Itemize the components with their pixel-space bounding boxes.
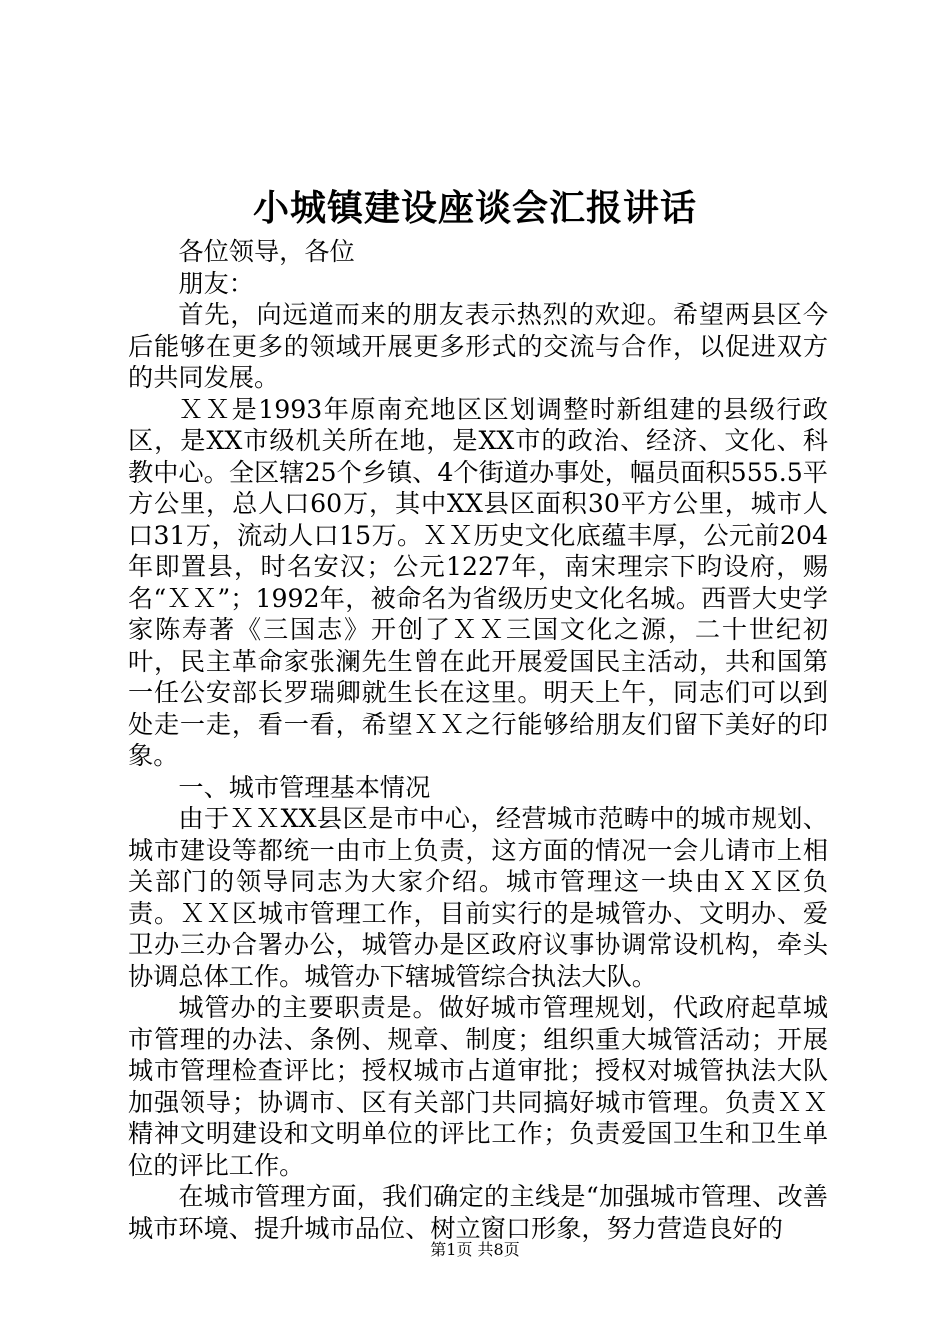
page-footer: 第1页 共8页 bbox=[430, 1240, 520, 1259]
salutation-line-1: 各位领导，各位 bbox=[178, 237, 355, 266]
paragraph-district-overview: ＸＸ是1993年原南充地区区划调整时新组建的县级行政区，是XX市级机关所在地，是XX市的政治、经济、文化、科教中心。全区辖25个乡镇、4个街道办事处，幅员面积555.5平方公里，总人口60万，其中XX县区面积30平方公里，城市人口31万，流动人口15万。ＸＸ历史文化底蕴丰厚，公元前204年即置县，时名安汉；公元1227年，南宋理宗下昀设府，赐名“ＸＸ”；1992年，被命名为省级历史文化名城。西晋大史学家陈寿著《三国志》开创了ＸＸ三国文化之源，二十世纪初叶，民主革命家张澜先生曾在此开展爱国民主活动，共和国第一任公安部长罗瑞卿就生长在这里。明天上午，同志们可以到处走一走，看一看，希望ＸＸ之行能够给朋友们留下美好的印象。 bbox=[128, 394, 828, 770]
document-title: 小城镇建设座谈会汇报讲话 bbox=[252, 187, 697, 229]
paragraph-main-line: 在城市管理方面，我们确定的主线是“加强城市管理、改善城市环境、提升城市品位、树立窗口形象，努力营造良好的 bbox=[128, 1182, 828, 1243]
paragraph-city-management: 由于ＸＸXX县区是市中心，经营城市范畴中的城市规划、城市建设等都统一由市上负责，这方面的情况一会儿请市上相关部门的领导同志为大家介绍。城市管理这一块由ＸＸ区负责。ＸＸ区城市管理工作，目前实行的是城管办、文明办、爱卫办三办合署办公，城管办是区政府议事协调常设机构，牵头协调总体工作。城管办下辖城管综合执法大队。 bbox=[128, 804, 828, 991]
paragraph-welcome: 首先，向远道而来的朋友表示热烈的欢迎。希望两县区今后能够在更多的领域开展更多形式的交流与合作，以促进双方的共同发展。 bbox=[128, 300, 828, 392]
salutation-line-2: 朋友： bbox=[178, 268, 254, 298]
section-heading-city-management: 一、城市管理基本情况 bbox=[178, 772, 431, 802]
paragraph-office-duties: 城管办的主要职责是。做好城市管理规划，代政府起草城市管理的办法、条例、规章、制度；组织重大城管活动；开展城市管理检查评比；授权城市占道审批；授权对城管执法大队加强领导；协调市、区有关部门共同搞好城市管理。负责ＸＸ精神文明建设和文明单位的评比工作；负责爱国卫生和卫生单位的评比工作。 bbox=[128, 993, 828, 1180]
document-body bbox=[128, 236, 828, 1244]
